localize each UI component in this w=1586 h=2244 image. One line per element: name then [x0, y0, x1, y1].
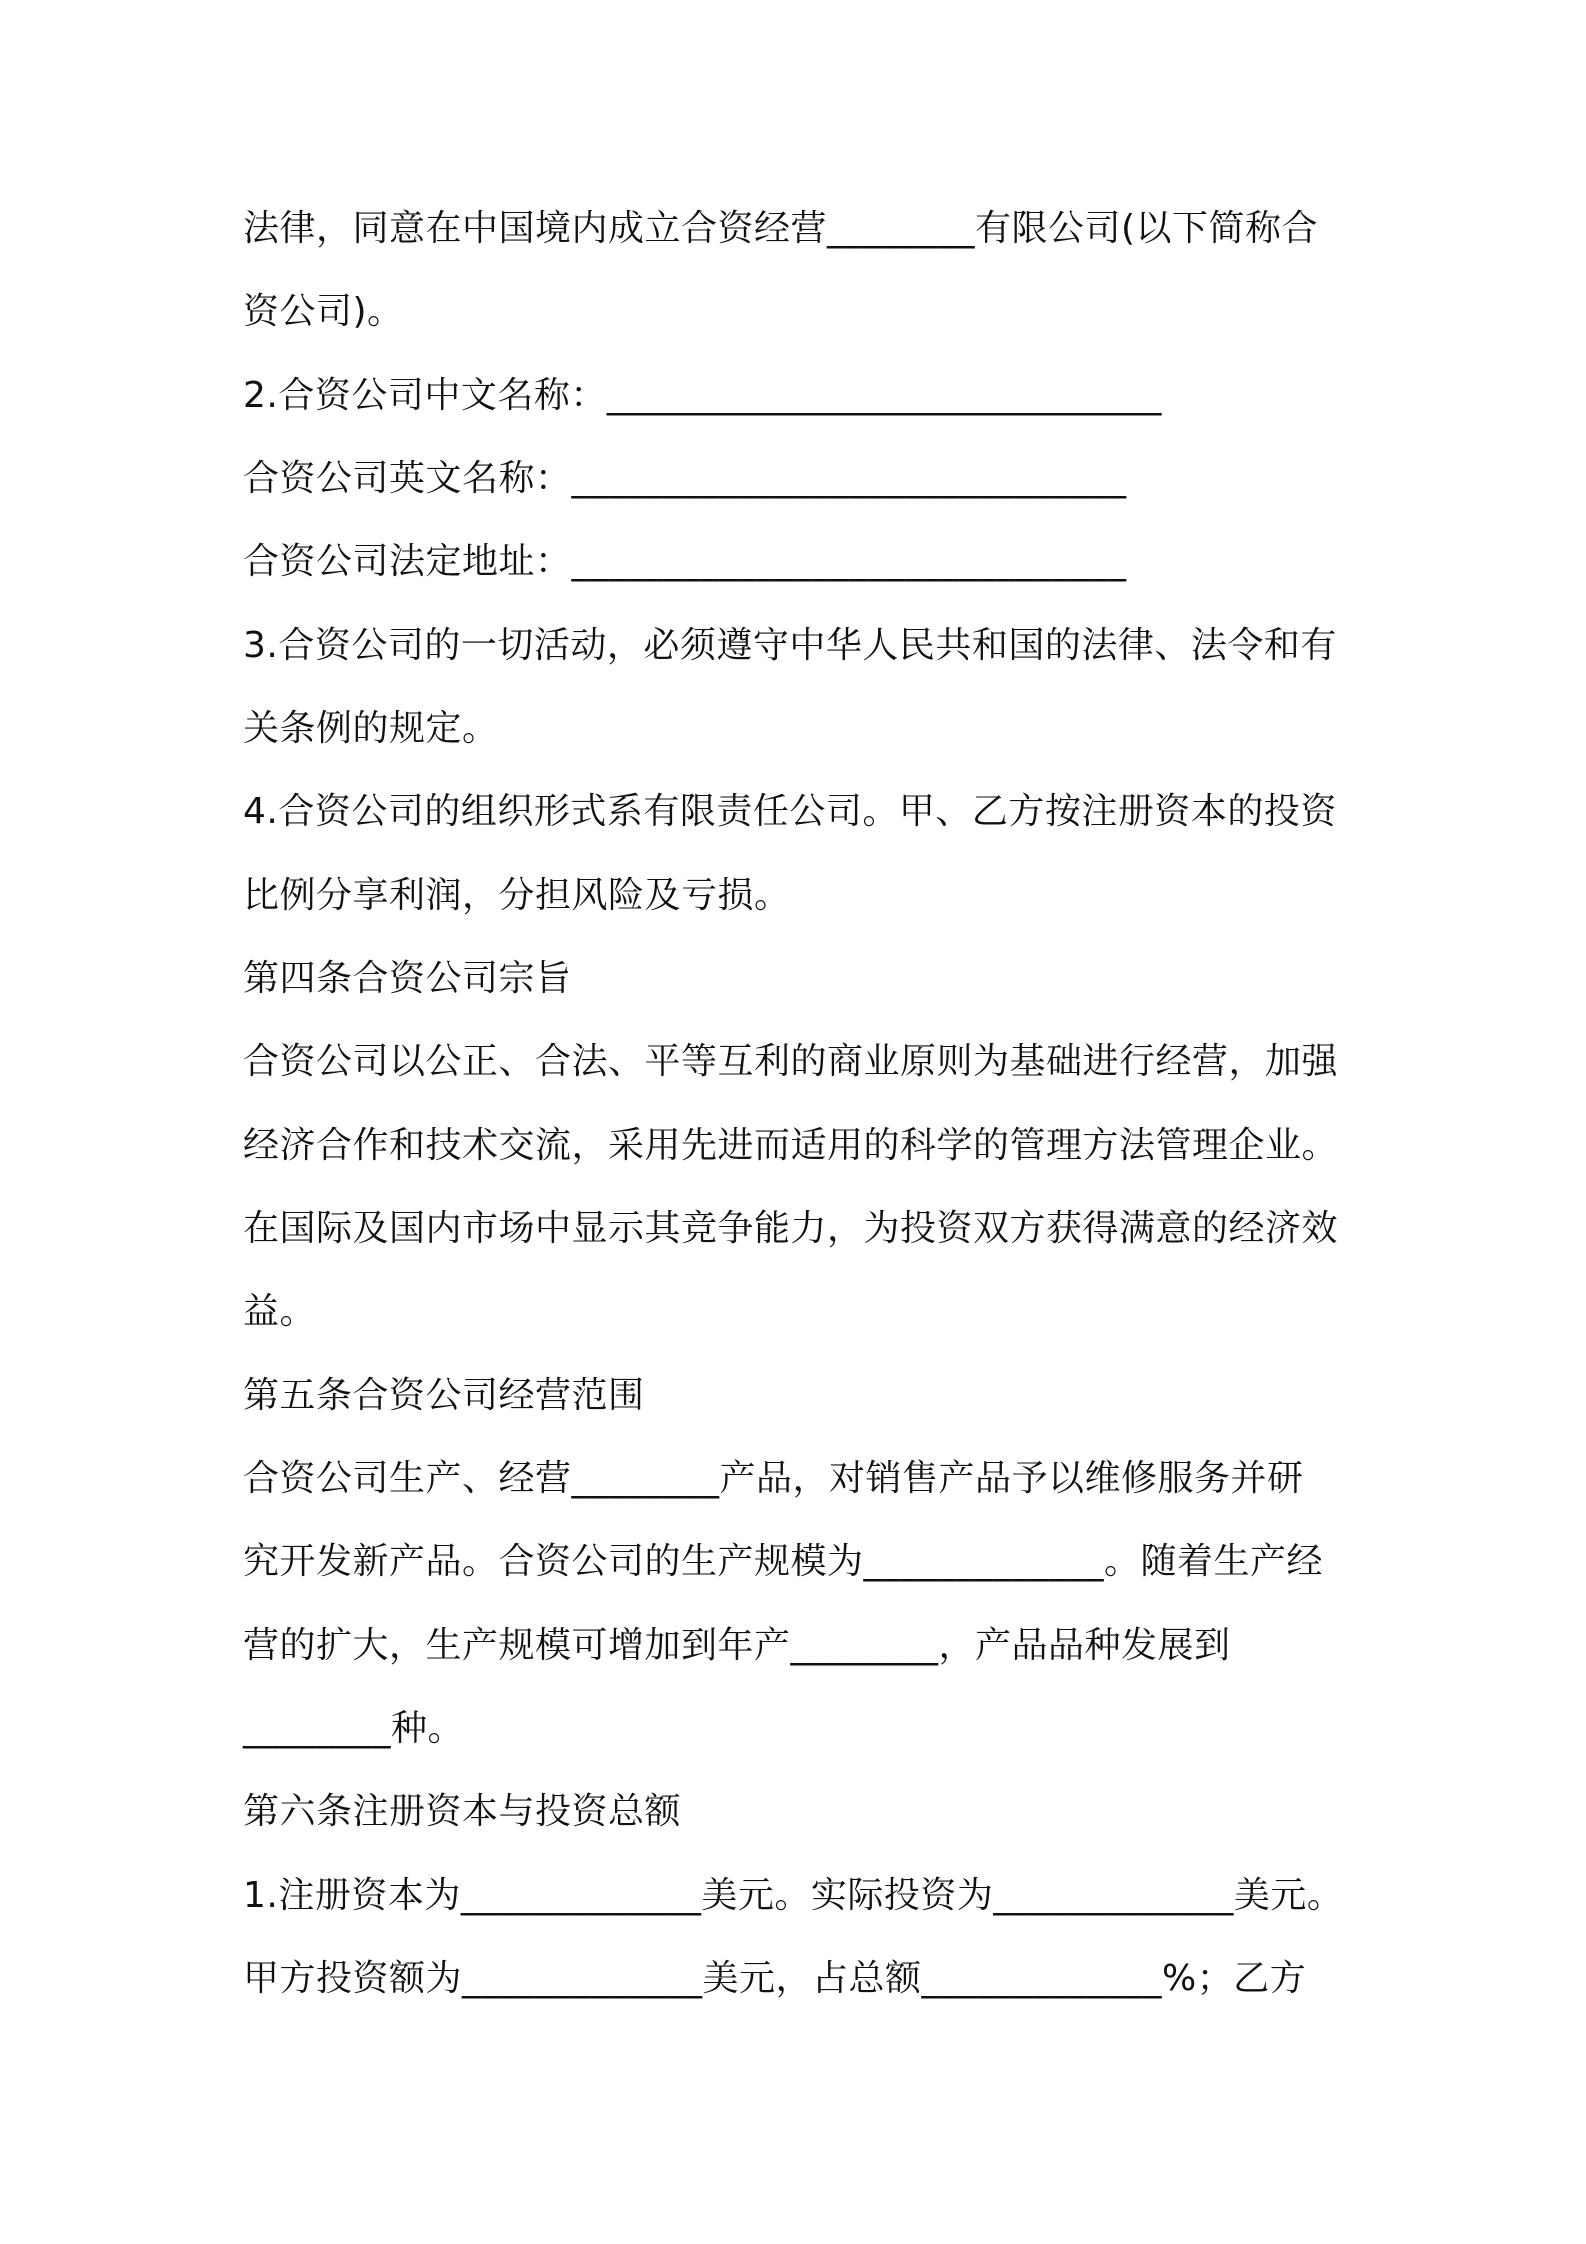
text-line: 经济合作和技术交流，采用先进而适用的科学的管理方法管理企业。 [243, 1125, 1339, 1166]
section-heading: 第四条合资公司宗旨 [243, 958, 572, 999]
text-line: 营的扩大，生产规模可增加到年产________，产品品种发展到 [243, 1625, 1231, 1666]
text-line: ________种。 [243, 1708, 465, 1749]
text-line: 资公司)。 [243, 291, 404, 332]
text-line: 1.注册资本为_____________美元。实际投资为_____________美元。 [243, 1875, 1344, 1916]
text-line: 比例分享利润，分担风险及亏损。 [243, 875, 791, 916]
text-line: 关条例的规定。 [243, 708, 499, 749]
text-line: 究开发新产品。合资公司的生产规模为_____________。随着生产经 [243, 1541, 1324, 1582]
text-line: 2.合资公司中文名称：______________________________ [243, 375, 1162, 416]
text-line: 合资公司以公正、合法、平等互利的商业原则为基础进行经营，加强 [243, 1041, 1339, 1082]
text-line: 在国际及国内市场中显示其竞争能力，为投资双方获得满意的经济效 [243, 1208, 1339, 1249]
text-line: 益。 [243, 1291, 317, 1332]
text-line: 4.合资公司的组织形式系有限责任公司。甲、乙方按注册资本的投资 [243, 791, 1337, 832]
section-heading: 第五条合资公司经营范围 [243, 1375, 645, 1416]
text-line: 合资公司英文名称：______________________________ [243, 458, 1127, 499]
text-line: 甲方投资额为_____________美元，占总额_____________%；乙方 [243, 1958, 1307, 1999]
text-line: 合资公司法定地址：______________________________ [243, 541, 1127, 582]
text-line: 3.合资公司的一切活动，必须遵守中华人民共和国的法律、法令和有 [243, 625, 1337, 666]
text-line: 法律，同意在中国境内成立合资经营________有限公司(以下简称合 [243, 208, 1319, 249]
section-heading: 第六条注册资本与投资总额 [243, 1791, 682, 1832]
text-line: 合资公司生产、经营________产品，对销售产品予以维修服务并研 [243, 1458, 1304, 1499]
